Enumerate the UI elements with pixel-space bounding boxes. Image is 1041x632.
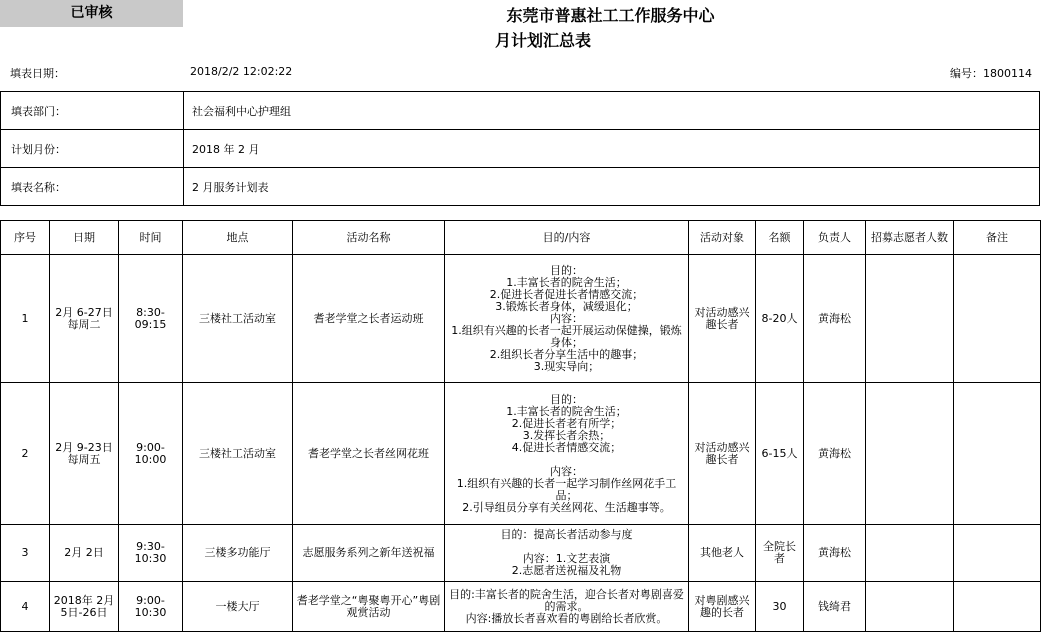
cell-activity-name: 志愿服务系列之新年送祝福 xyxy=(293,525,445,582)
org-title: 东莞市普惠社工工作服务中心 xyxy=(506,6,715,25)
cell-no: 4 xyxy=(1,582,50,632)
cell-activity-name: 耆老学堂之长者丝网花班 xyxy=(293,383,445,525)
cell-quota: 30 xyxy=(756,582,804,632)
cell-volunteers xyxy=(866,525,954,582)
cell-target: 其他老人 xyxy=(689,525,756,582)
info-value: 2018 年 2 月 xyxy=(184,130,1040,168)
header-no: 序号 xyxy=(1,221,50,255)
cell-content: 目的： 1.丰富长者的院舍生活； 2.促进长者老有所学； 3.发挥长者余热； 4.促进长者情感交流； 内容： 1.组织有兴趣的长者一起学习制作丝网花手工品； 2.引导组员分享有关丝网花、生活趣事等。 xyxy=(445,383,689,525)
info-row-department xyxy=(1,92,1040,130)
document-title: 月计划汇总表 xyxy=(494,31,591,50)
cell-time: 8:30-09:15 xyxy=(119,255,183,383)
info-row-form-name xyxy=(1,168,1040,206)
cell-no: 2 xyxy=(1,383,50,525)
header-volunteers: 招募志愿者人数 xyxy=(866,221,954,255)
table-row xyxy=(1,255,1041,383)
cell-time: 9:00-10:30 xyxy=(119,582,183,632)
cell-volunteers xyxy=(866,582,954,632)
cell-leader: 钱绮君 xyxy=(804,582,866,632)
table-row xyxy=(1,582,1041,632)
cell-remark xyxy=(954,525,1041,582)
info-label: 填表名称： xyxy=(1,168,184,206)
header-target: 活动对象 xyxy=(689,221,756,255)
cell-target: 对活动感兴趣长者 xyxy=(689,255,756,383)
cell-date: 2月 2日 xyxy=(50,525,119,582)
cell-quota: 6-15人 xyxy=(756,383,804,525)
cell-content: 目的： 1.丰富长者的院舍生活； 2.促进长者促进长者情感交流； 3.锻炼长者身体，减缓退化； 内容： 1.组织有兴趣的长者一起开展运动保健操，锻炼身体； 2.组织长者分享生活中的趣事； 3.现实导向； xyxy=(445,255,689,383)
cell-remark xyxy=(954,255,1041,383)
info-value: 2 月服务计划表 xyxy=(184,168,1040,206)
cell-content: 目的：提高长者活动参与度 内容：1.文艺表演 2.志愿者送祝福及礼物 xyxy=(445,525,689,582)
cell-date: 2月 9-23日每周五 xyxy=(50,383,119,525)
info-label: 填表部门： xyxy=(1,92,184,130)
cell-date: 2月 6-27日每周二 xyxy=(50,255,119,383)
header-remark: 备注 xyxy=(954,221,1041,255)
cell-target: 对活动感兴趣长者 xyxy=(689,383,756,525)
header-place: 地点 xyxy=(183,221,293,255)
header-date: 日期 xyxy=(50,221,119,255)
cell-place: 一楼大厅 xyxy=(183,582,293,632)
cell-no: 1 xyxy=(1,255,50,383)
cell-content: 目的:丰富长者的院舍生活，迎合长者对粤剧喜爱的需求。 内容:播放长者喜欢看的粤剧给长者欣赏。 xyxy=(445,582,689,632)
header-activity-name: 活动名称 xyxy=(293,221,445,255)
cell-volunteers xyxy=(866,255,954,383)
cell-time: 9:30-10:30 xyxy=(119,525,183,582)
serial-number: 编号：1800114 xyxy=(950,67,1032,80)
info-row-month xyxy=(1,130,1040,168)
table-row xyxy=(1,525,1041,582)
header-content: 目的/内容 xyxy=(445,221,689,255)
plan-table xyxy=(0,220,1041,632)
cell-leader: 黄海松 xyxy=(804,383,866,525)
header-quota: 名额 xyxy=(756,221,804,255)
cell-remark xyxy=(954,582,1041,632)
fill-date-value: 2018/2/2 12:02:22 xyxy=(190,65,293,78)
cell-volunteers xyxy=(866,383,954,525)
cell-no: 3 xyxy=(1,525,50,582)
cell-activity-name: 耆老学堂之长者运动班 xyxy=(293,255,445,383)
fill-date-label: 填表日期： xyxy=(10,67,65,80)
table-row xyxy=(1,383,1041,525)
cell-place: 三楼社工活动室 xyxy=(183,383,293,525)
info-label: 计划月份： xyxy=(1,130,184,168)
cell-place: 三楼多功能厅 xyxy=(183,525,293,582)
header-time: 时间 xyxy=(119,221,183,255)
cell-activity-name: 耆老学堂之“粤聚粤开心”粤剧观赏活动 xyxy=(293,582,445,632)
cell-leader: 黄海松 xyxy=(804,525,866,582)
cell-date: 2018年 2月5日-26日 xyxy=(50,582,119,632)
header-leader: 负责人 xyxy=(804,221,866,255)
cell-quota: 8-20人 xyxy=(756,255,804,383)
cell-leader: 黄海松 xyxy=(804,255,866,383)
cell-remark xyxy=(954,383,1041,525)
cell-quota: 全院长者 xyxy=(756,525,804,582)
approval-badge: 已审核 xyxy=(0,0,183,27)
cell-time: 9:00-10:00 xyxy=(119,383,183,525)
cell-target: 对粤剧感兴趣的长者 xyxy=(689,582,756,632)
cell-place: 三楼社工活动室 xyxy=(183,255,293,383)
info-value: 社会福利中心护理组 xyxy=(184,92,1040,130)
table-header-row xyxy=(1,221,1041,255)
info-table xyxy=(0,91,1040,206)
